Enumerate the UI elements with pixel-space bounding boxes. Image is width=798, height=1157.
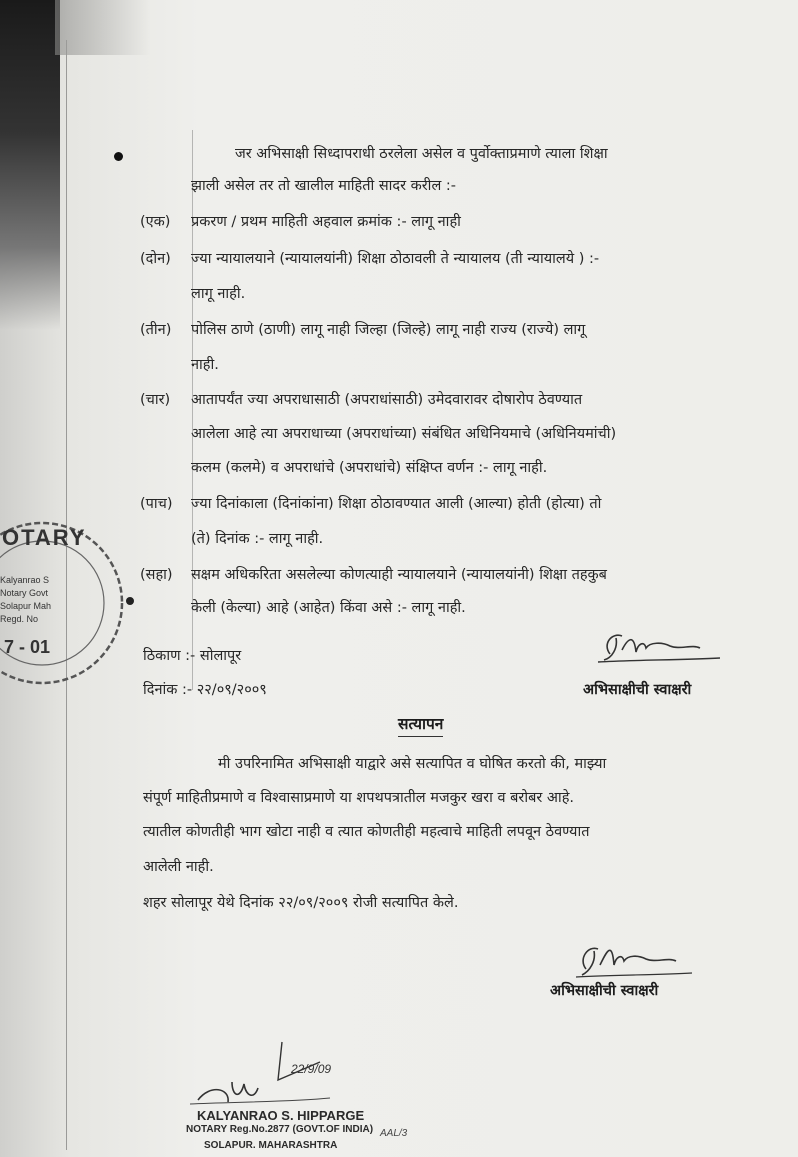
- verification-closing: शहर सोलापूर येथे दिनांक २२/०९/२००९ रोजी सत्यापित केले.: [143, 895, 459, 911]
- seal-text: [0, 574, 51, 626]
- verification-line-4: आलेली नाही.: [143, 859, 214, 875]
- item-2-line-2: लागू नाही.: [191, 286, 246, 302]
- verification-line-2: संपूर्ण माहितीप्रमाणे व विश्वासाप्रमाणे या शपथपत्रातील मजकुर खरा व बरोबर आहे.: [143, 790, 575, 806]
- item-4-line-1: आतापर्यंत ज्या अपराधासाठी (अपराधांसाठी) उमेदवारावर दोषारोप ठेवण्यात: [191, 392, 583, 408]
- bullet-mark: [114, 152, 123, 161]
- seal-line-4: Regd. No: [0, 614, 39, 624]
- stamp-name: KALYANRAO S. HIPPARGE: [197, 1108, 365, 1123]
- item-3-line-2: नाही.: [191, 357, 219, 373]
- intro-line-2: झाली असेल तर तो खालील माहिती सादर करील :-: [191, 178, 456, 194]
- scan-shadow: [0, 0, 60, 330]
- item-6-line-1: सक्षम अधिकरिता असलेल्या कोणत्याही न्यायालयाने (न्यायालयांनी) शिक्षा तहकुब: [191, 567, 607, 583]
- signature-label-2: अभिसाक्षीची स्वाक्षरी: [550, 983, 659, 999]
- signature-label-1: अभिसाक्षीची स्वाक्षरी: [583, 682, 692, 698]
- seal-line-1: Kalyanrao S: [0, 575, 50, 585]
- item-marker-5: (पाच): [140, 496, 173, 512]
- stamp-reg: NOTARY Reg.No.2877 (GOVT.OF INDIA): [186, 1124, 374, 1135]
- item-4-line-2: आलेला आहे त्या अपराधाच्या (अपराधांच्या) संबंधित अधिनियमाचे (अधिनियमांची): [191, 426, 617, 442]
- seal-ring-text: OTARY: [2, 525, 87, 550]
- item-marker-1: (एक): [140, 214, 171, 230]
- item-1-line-1: प्रकरण / प्रथम माहिती अहवाल क्रमांक :- लागू नाही: [191, 214, 461, 230]
- item-5-line-2: (ते) दिनांक :- लागू नाही.: [191, 531, 324, 547]
- seal-line-3: Solapur Mah: [0, 601, 52, 611]
- verification-line-1: मी उपरिनामित अभिसाक्षी याद्वारे असे सत्यापित व घोषित करतो की, माझ्या: [218, 756, 607, 772]
- item-4-line-3: कलम (कलमे) व अपराधांचे (अपराधांचे) संक्षिप्त वर्णन :- लागू नाही.: [191, 460, 548, 476]
- stamp-margin-note: AAL/3: [380, 1128, 408, 1139]
- item-6-line-2: केली (केल्या) आहे (आहेत) किंवा असे :- लागू नाही.: [191, 600, 466, 616]
- item-2-line-1: ज्या न्यायालयाने (न्यायालयांनी) शिक्षा ठोठावली ते न्यायालय (ती न्यायालये ) :-: [191, 251, 600, 267]
- stamp-city: SOLAPUR. MAHARASHTRA: [204, 1140, 338, 1151]
- verification-line-3: त्यातील कोणतीही भाग खोटा नाही व त्यात कोणतीही महत्वाचे माहिती लपवून ठेवण्यात: [143, 824, 590, 840]
- seal-bottom-text: 7 - 01: [4, 637, 51, 657]
- item-marker-6: (सहा): [140, 567, 173, 583]
- signature-2: [572, 935, 702, 985]
- date-line: दिनांक :- २२/०९/२००९: [143, 682, 267, 698]
- scan-fold: [55, 0, 150, 55]
- intro-line-1: जर अभिसाक्षी सिध्दापराधी ठरलेला असेल व पुर्वोक्ताप्रमाणे त्याला शिक्षा: [235, 146, 608, 162]
- place-line: ठिकाण :- सोलापूर: [143, 648, 242, 664]
- seal-line-2: Notary Govt: [0, 588, 49, 598]
- stamp-handwritten-date: 22/9/09: [291, 1062, 332, 1076]
- verification-heading: सत्यापन: [398, 712, 443, 737]
- item-3-line-1: पोलिस ठाणे (ठाणी) लागू नाही जिल्हा (जिल्हे) लागू नाही राज्य (राज्ये) लागू: [191, 322, 586, 338]
- item-5-line-1: ज्या दिनांकाला (दिनांकांना) शिक्षा ठोठावण्यात आली (आल्या) होती (होत्या) तो: [191, 496, 602, 512]
- signature-1: [592, 624, 732, 669]
- item-marker-3: (तीन): [140, 322, 172, 338]
- item-marker-2: (दोन): [140, 251, 171, 267]
- item-marker-4: (चार): [140, 392, 171, 408]
